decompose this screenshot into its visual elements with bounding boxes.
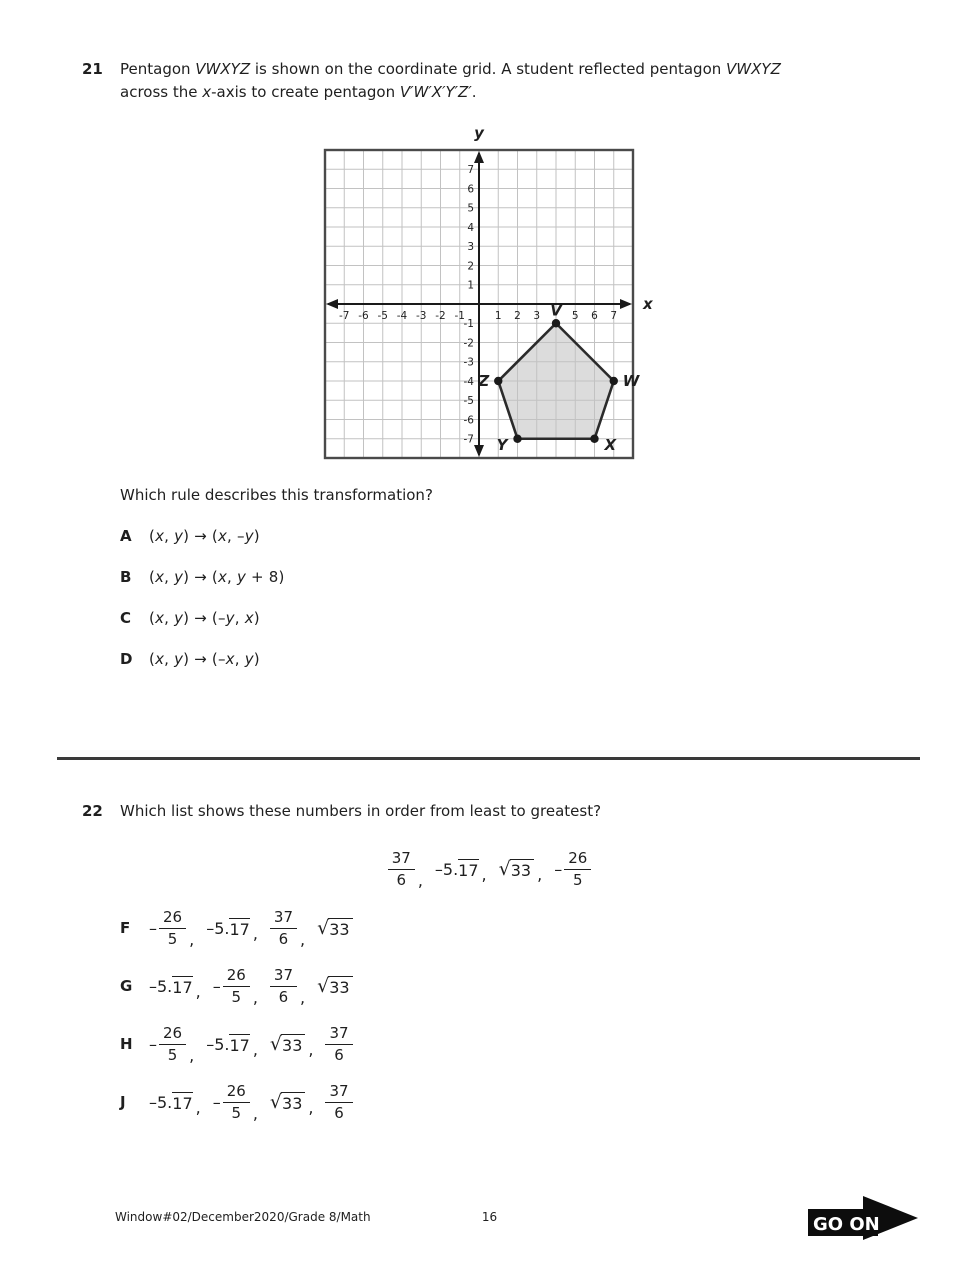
vertex-dot-Z xyxy=(494,377,502,385)
comma: , xyxy=(417,871,423,890)
svg-text:-6: -6 xyxy=(463,414,474,427)
choice-letter: A xyxy=(120,527,132,545)
footer-document-id: Window#02/December2020/Grade 8/Math xyxy=(115,1210,371,1224)
svg-text:1: 1 xyxy=(467,279,474,292)
comma: , xyxy=(195,981,201,1001)
comma: , xyxy=(308,1097,314,1117)
svg-text:-4: -4 xyxy=(396,310,408,322)
coordinate-grid xyxy=(311,122,663,464)
page-number: 16 xyxy=(481,1210,498,1224)
svg-text:2: 2 xyxy=(514,310,521,322)
svg-text:6: 6 xyxy=(467,183,474,196)
fraction-37-6: $\frac{37}{6}$ xyxy=(325,1082,352,1123)
fraction-neg-26-5: – $\frac{26}{5}$ xyxy=(149,1024,186,1065)
svg-text:3: 3 xyxy=(467,241,474,254)
svg-text:-3: -3 xyxy=(463,356,474,369)
vertex-dot-W xyxy=(610,377,618,385)
fraction-neg-26-5: – $\frac{26}{5}$ xyxy=(554,849,591,890)
svg-text:7: 7 xyxy=(610,310,618,322)
vertex-dot-X xyxy=(590,435,598,443)
svg-text:4: 4 xyxy=(467,221,474,234)
choice-letter: D xyxy=(120,650,133,668)
question-22 xyxy=(82,800,836,823)
square-root: √ 33 xyxy=(317,917,352,939)
fraction-neg-26-5: – $\frac{26}{5}$ xyxy=(149,908,186,949)
fraction-37-6: $\frac{37}{6}$ xyxy=(388,849,415,890)
comma: , xyxy=(189,930,195,949)
choice-rule: (x, y) → (x, y + 8) xyxy=(149,568,285,586)
vertex-label-Y: Y xyxy=(496,435,508,454)
choice-A xyxy=(120,527,285,544)
vertex-label-W: W xyxy=(622,372,640,390)
choice-rule: (x, y) → (–x, y) xyxy=(149,650,260,668)
svg-text:6: 6 xyxy=(591,310,598,322)
vertex-label-V: V xyxy=(550,301,562,320)
svg-text:-5: -5 xyxy=(463,395,474,408)
svg-text:-2: -2 xyxy=(435,310,446,322)
choice-letter: B xyxy=(120,568,132,586)
choice-rule: (x, y) → (–y, x) xyxy=(149,609,260,627)
choice-J xyxy=(120,1078,353,1126)
svg-text:-5: -5 xyxy=(377,310,388,322)
comma: , xyxy=(252,1104,258,1123)
answer-choices-21 xyxy=(120,527,285,691)
svg-text:5: 5 xyxy=(571,310,579,322)
svg-text:-3: -3 xyxy=(416,310,427,322)
svg-text:-2: -2 xyxy=(463,337,474,350)
repeating-decimal: –5. 17 xyxy=(206,918,250,939)
svg-text:3: 3 xyxy=(533,310,541,322)
question-21-number: 21 xyxy=(82,60,103,78)
choice-G xyxy=(120,962,353,1010)
comma: , xyxy=(308,1039,314,1059)
vertex-label-Z: Z xyxy=(478,372,490,390)
comma: , xyxy=(189,1046,195,1065)
choice-letter: F xyxy=(120,919,131,937)
fraction-37-6: $\frac{37}{6}$ xyxy=(270,908,297,949)
fraction-neg-26-5: – $\frac{26}{5}$ xyxy=(213,966,250,1007)
square-root: √ 33 xyxy=(499,858,534,880)
svg-text:-1: -1 xyxy=(463,318,474,331)
svg-text:5: 5 xyxy=(467,202,474,215)
radical-icon: √ xyxy=(269,1033,283,1055)
comma: , xyxy=(195,1097,201,1117)
choice-letter: J xyxy=(120,1093,126,1111)
repeating-decimal: –5. 17 xyxy=(149,1092,193,1113)
svg-text:7: 7 xyxy=(467,164,474,177)
coordinate-grid-figure xyxy=(311,122,663,464)
comma: , xyxy=(252,923,258,943)
square-root: √ 33 xyxy=(270,1033,305,1055)
comma: , xyxy=(537,864,543,884)
svg-text:-6: -6 xyxy=(358,310,369,322)
svg-text:-1: -1 xyxy=(454,310,465,322)
fraction-37-6: $\frac{37}{6}$ xyxy=(270,966,297,1007)
radical-icon: √ xyxy=(269,1091,283,1113)
svg-text:-4: -4 xyxy=(463,375,474,388)
repeating-decimal: –5. 17 xyxy=(206,1034,250,1055)
choice-letter: H xyxy=(120,1035,133,1053)
radical-icon: √ xyxy=(317,917,330,939)
fraction-37-6: $\frac{37}{6}$ xyxy=(325,1024,352,1065)
svg-text:1: 1 xyxy=(494,310,502,322)
vertex-dot-Y xyxy=(513,435,521,443)
go-on-button xyxy=(808,1194,920,1242)
radical-icon: √ xyxy=(317,975,330,997)
vertex-label-X: X xyxy=(604,435,617,454)
choice-C xyxy=(120,609,285,626)
question-22-prompt: Which list shows these numbers in order from least to greatest? xyxy=(120,802,602,820)
comma: , xyxy=(300,930,306,949)
choice-letter: C xyxy=(120,609,132,627)
choice-D xyxy=(120,650,285,667)
question-21 xyxy=(82,58,836,104)
svg-text:2: 2 xyxy=(467,260,474,273)
repeating-decimal: –5. 17 xyxy=(434,859,479,880)
fraction-neg-26-5: – $\frac{26}{5}$ xyxy=(213,1082,250,1123)
comma: , xyxy=(252,988,258,1007)
section-divider xyxy=(57,757,920,760)
answer-choices-22 xyxy=(120,904,353,1136)
comma: , xyxy=(481,864,487,884)
number-list xyxy=(0,845,979,893)
x-axis-label: x xyxy=(643,295,653,313)
square-root: √ 33 xyxy=(270,1091,305,1113)
y-axis-label: y xyxy=(474,124,484,142)
question-21-prompt: Pentagon VWXYZ is shown on the coordinate grid. A student reflected pentagon VWXYZ across the x-axis to create pentagon V′W′X′Y′Z′. xyxy=(120,60,781,101)
repeating-decimal: –5. 17 xyxy=(149,976,193,997)
choice-F xyxy=(120,904,353,952)
go-on-label: GO ON xyxy=(813,1214,880,1235)
comma: , xyxy=(300,988,306,1007)
choice-rule: (x, y) → (x, –y) xyxy=(149,527,260,545)
choice-B xyxy=(120,568,285,585)
square-root: √ 33 xyxy=(317,975,352,997)
question-21-stem: Which rule describes this transformation? xyxy=(120,486,433,504)
choice-letter: G xyxy=(120,977,133,995)
radical-icon: √ xyxy=(498,858,511,880)
choice-H xyxy=(120,1020,353,1068)
svg-text:-7: -7 xyxy=(463,433,474,446)
comma: , xyxy=(252,1039,258,1059)
question-22-number: 22 xyxy=(82,802,103,820)
svg-text:-7: -7 xyxy=(339,310,350,322)
vertex-dot-V xyxy=(552,319,560,327)
